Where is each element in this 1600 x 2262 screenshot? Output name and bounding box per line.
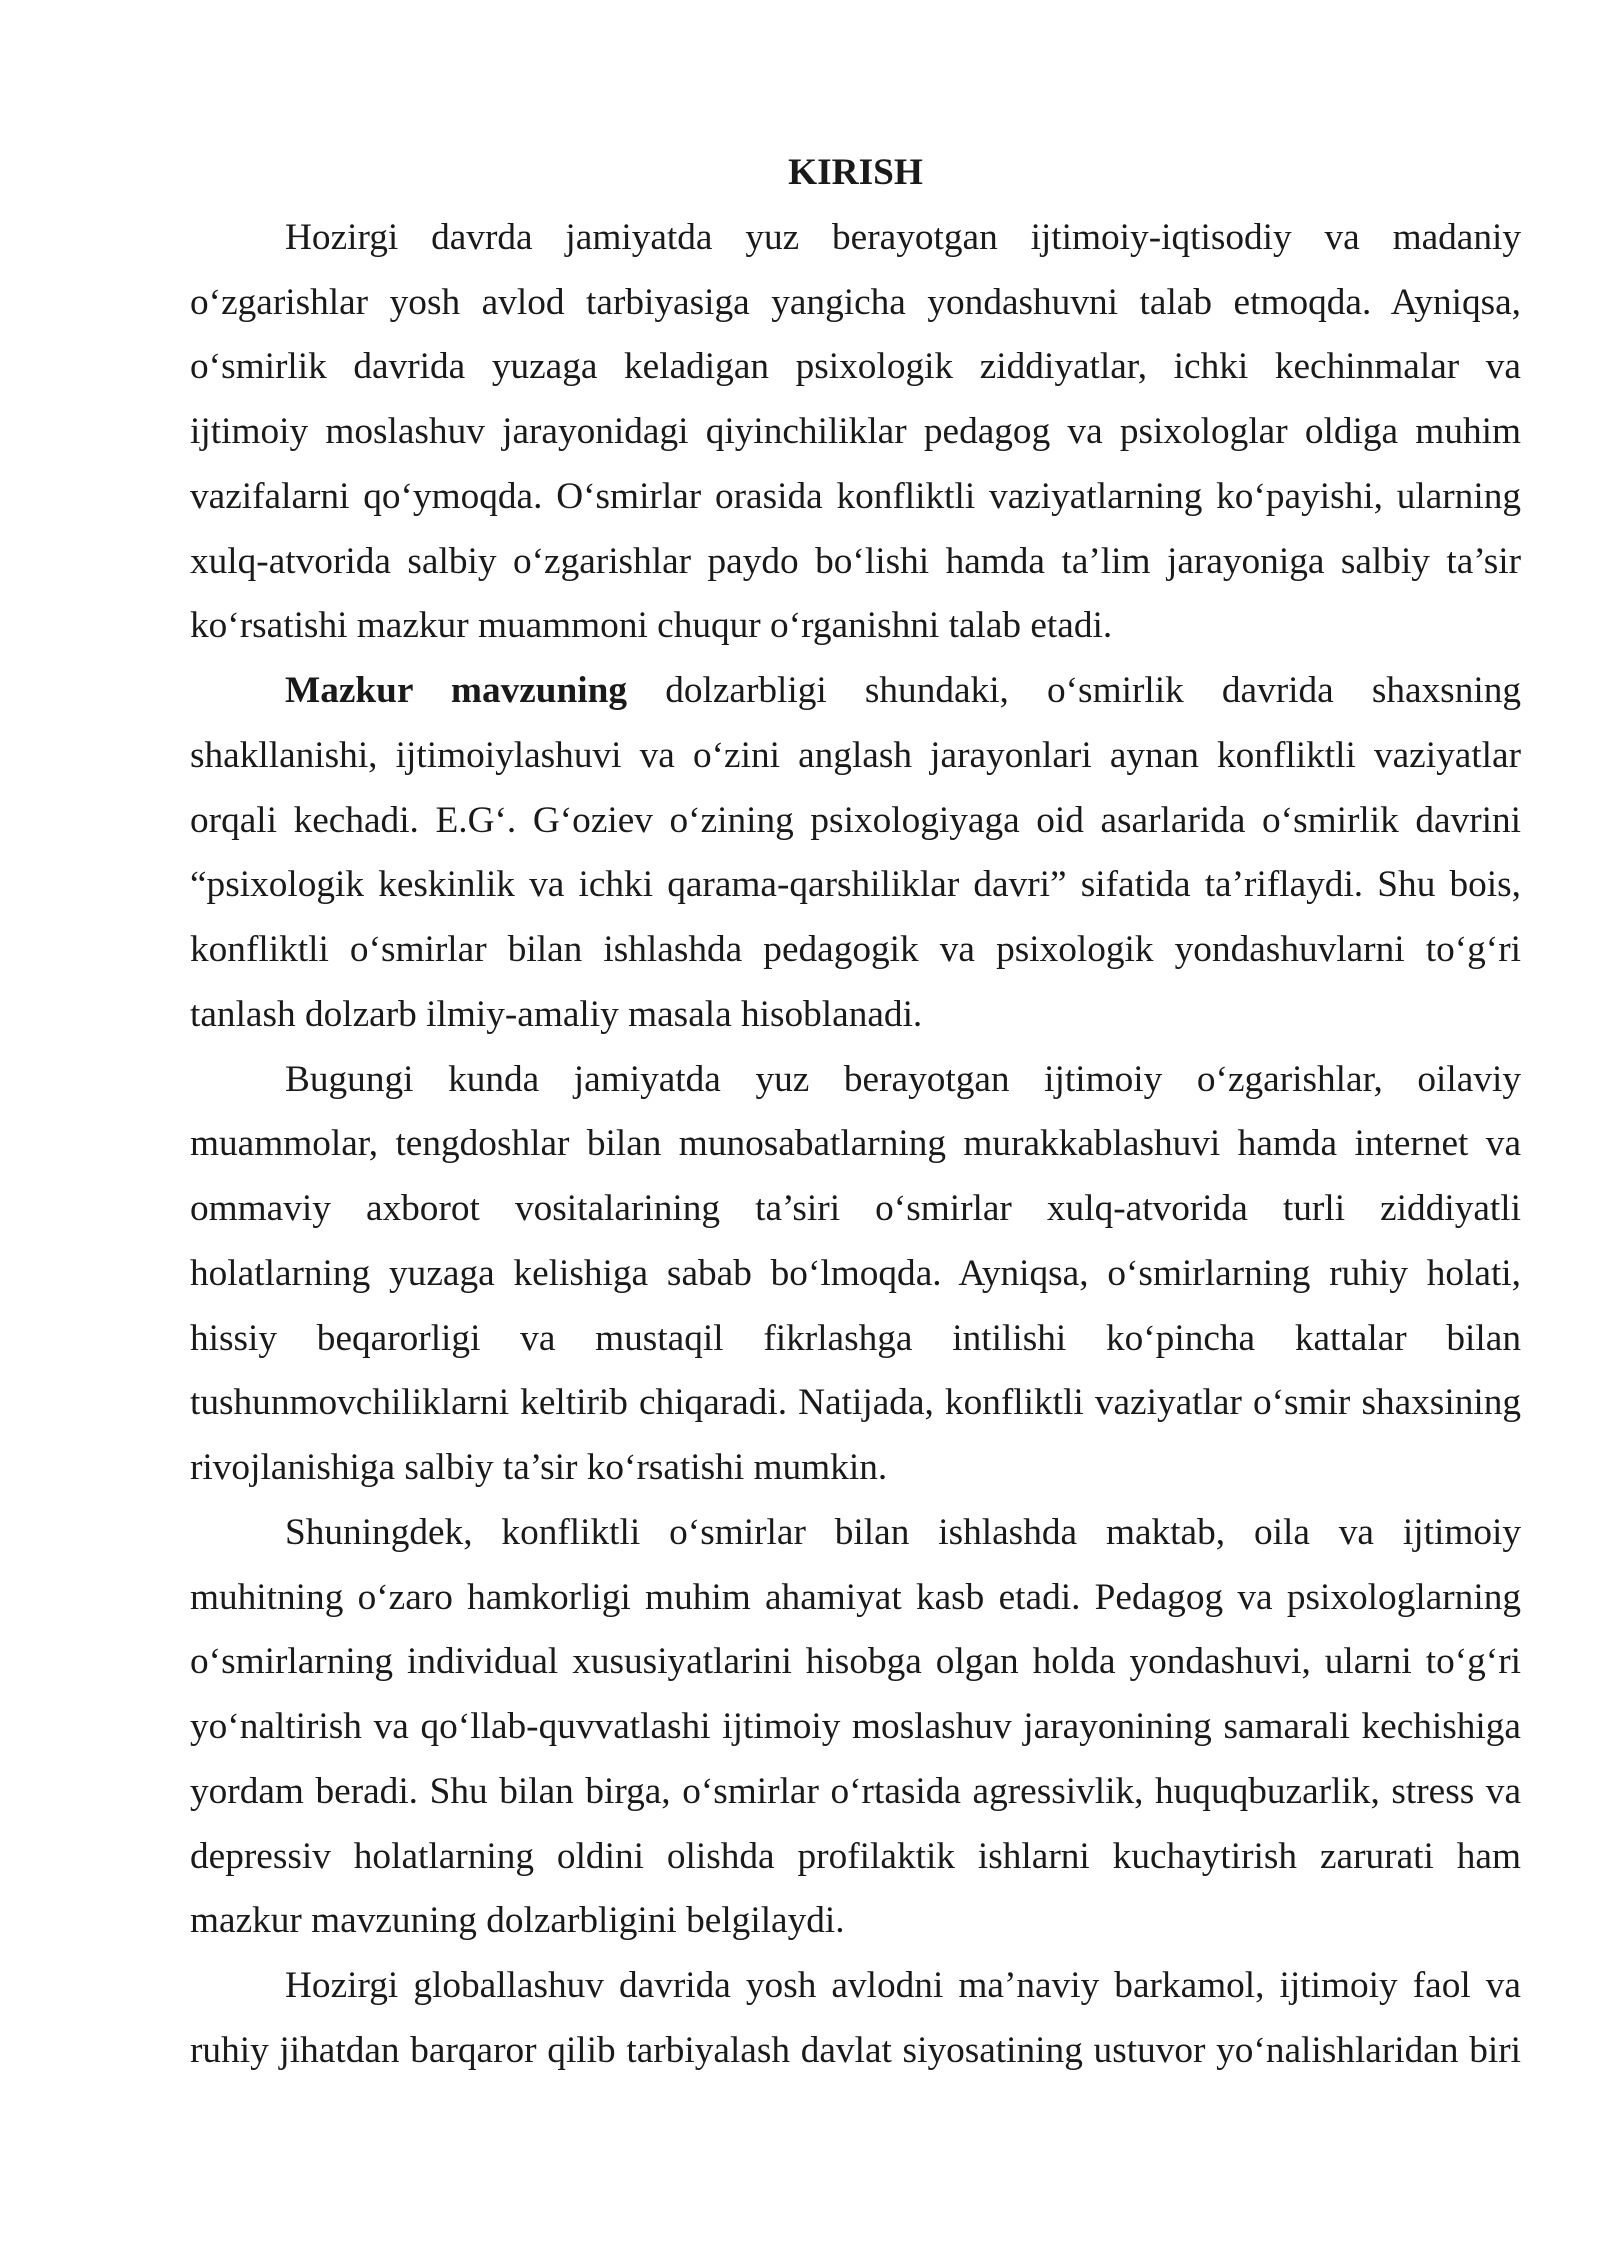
text-line: o‘smirlik davrida yuzaga keladigan psixologik ziddiyatlar, ichki kechinmalar va (190, 346, 1521, 388)
text-line: orqali kechadi. E.G‘. G‘oziev o‘zining psixologiyaga oid asarlarida o‘smirlik davrini (190, 799, 1521, 841)
paragraph (190, 206, 1521, 659)
text-line: Bugungi kunda jamiyatda yuz berayotgan ijtimoiy o‘zgarishlar, oilaviy (285, 1058, 1521, 1100)
text-line: xulq-atvorida salbiy o‘zgarishlar paydo bo‘lishi hamda ta’lim jarayoniga salbiy ta’sir (190, 540, 1521, 582)
body-text (190, 141, 1521, 2084)
text-line: tanlash dolzarb ilmiy-amaliy masala hisoblanadi. (190, 993, 923, 1035)
text-line: “psixologik keskinlik va ichki qarama-qarshiliklar davri” sifatida ta’riflaydi. Shu bois, (190, 864, 1521, 906)
text-line: muhitning o‘zaro hamkorligi muhim ahamiyat kasb etadi. Pedagog va psixologlarning (190, 1576, 1521, 1618)
text-line: ijtimoiy moslashuv jarayonidagi qiyinchiliklar pedagog va psixologlar oldiga muhim (190, 411, 1521, 452)
text-line: rivojlanishiga salbiy ta’sir ko‘rsatishi mumkin. (190, 1447, 888, 1488)
text-line: shakllanishi, ijtimoiylashuvi va o‘zini anglash jarayonlari aynan konfliktli vaziyatlar (190, 734, 1521, 776)
text-line: tushunmovchiliklarni keltirib chiqaradi. Natijada, konfliktli vaziyatlar o‘smir shaxsining (190, 1382, 1521, 1424)
text-line: hissiy beqarorligi va mustaqil fikrlashga intilishi ko‘pincha kattalar bilan (190, 1317, 1521, 1359)
text-line: ko‘rsatishi mazkur muammoni chuqur o‘rganishni talab etadi. (190, 605, 1113, 647)
text-line: Shuningdek, konfliktli o‘smirlar bilan ishlashda maktab, oila va ijtimoiy (285, 1511, 1521, 1553)
text-line: depressiv holatlarning oldini olishda profilaktik ishlarni kuchaytirish zarurati ham (190, 1835, 1521, 1877)
text-line: vazifalarni qo‘ymoqda. O‘smirlar orasida konfliktli vaziyatlarning ko‘payishi, ularning (190, 475, 1521, 517)
text-line (190, 659, 1521, 724)
text-line: yo‘naltirish va qo‘llab-quvvatlashi ijtimoiy moslashuv jarayonining samarali kechishiga (190, 1706, 1521, 1747)
text-line: o‘zgarishlar yosh avlod tarbiyasiga yangicha yondashuvni talab etmoqda. Ayniqsa, (190, 281, 1521, 323)
paragraph (190, 1501, 1521, 1954)
text-line: mazkur mavzuning dolzarbligini belgilaydi. (190, 1900, 845, 1942)
text-line: Hozirgi davrda jamiyatda yuz berayotgan ijtimoiy-iqtisodiy va madaniy (285, 216, 1521, 258)
text-line-rest: dolzarbligi shundaki, o‘smirlik davrida shaxsning (665, 670, 1522, 711)
bold-lead-phrase: Mazkur mavzuning (285, 670, 628, 711)
text-line: yordam beradi. Shu bilan birga, o‘smirlar o‘rtasida agressivlik, huquqbuzarlik, stress va (190, 1770, 1521, 1812)
text-line: Hozirgi globallashuv davrida yosh avlodni ma’naviy barkamol, ijtimoiy faol va (285, 1965, 1521, 2006)
text-line: ruhiy jihatdan barqaror qilib tarbiyalash davlat siyosatining ustuvor yo‘nalishlaridan biri (190, 2029, 1521, 2071)
paragraph (190, 659, 1521, 1048)
text-line: o‘smirlarning individual xususiyatlarini hisobga olgan holda yondashuvi, ularni to‘g‘ri (190, 1641, 1521, 1683)
paragraph (190, 1954, 1521, 2084)
text-line: ommaviy axborot vositalarining ta’siri o‘smirlar xulq-atvorida turli ziddiyatli (190, 1188, 1521, 1229)
text-line: holatlarning yuzaga kelishiga sabab bo‘lmoqda. Ayniqsa, o‘smirlarning ruhiy holati, (190, 1252, 1521, 1294)
text-line: konfliktli o‘smirlar bilan ishlashda pedagogik va psixologik yondashuvlarni to‘g‘ri (190, 929, 1521, 970)
page-title: KIRISH (788, 152, 923, 193)
paragraph (190, 1048, 1521, 1501)
text-line: muammolar, tengdoshlar bilan munosabatlarning murakkablashuvi hamda internet va (190, 1123, 1521, 1165)
